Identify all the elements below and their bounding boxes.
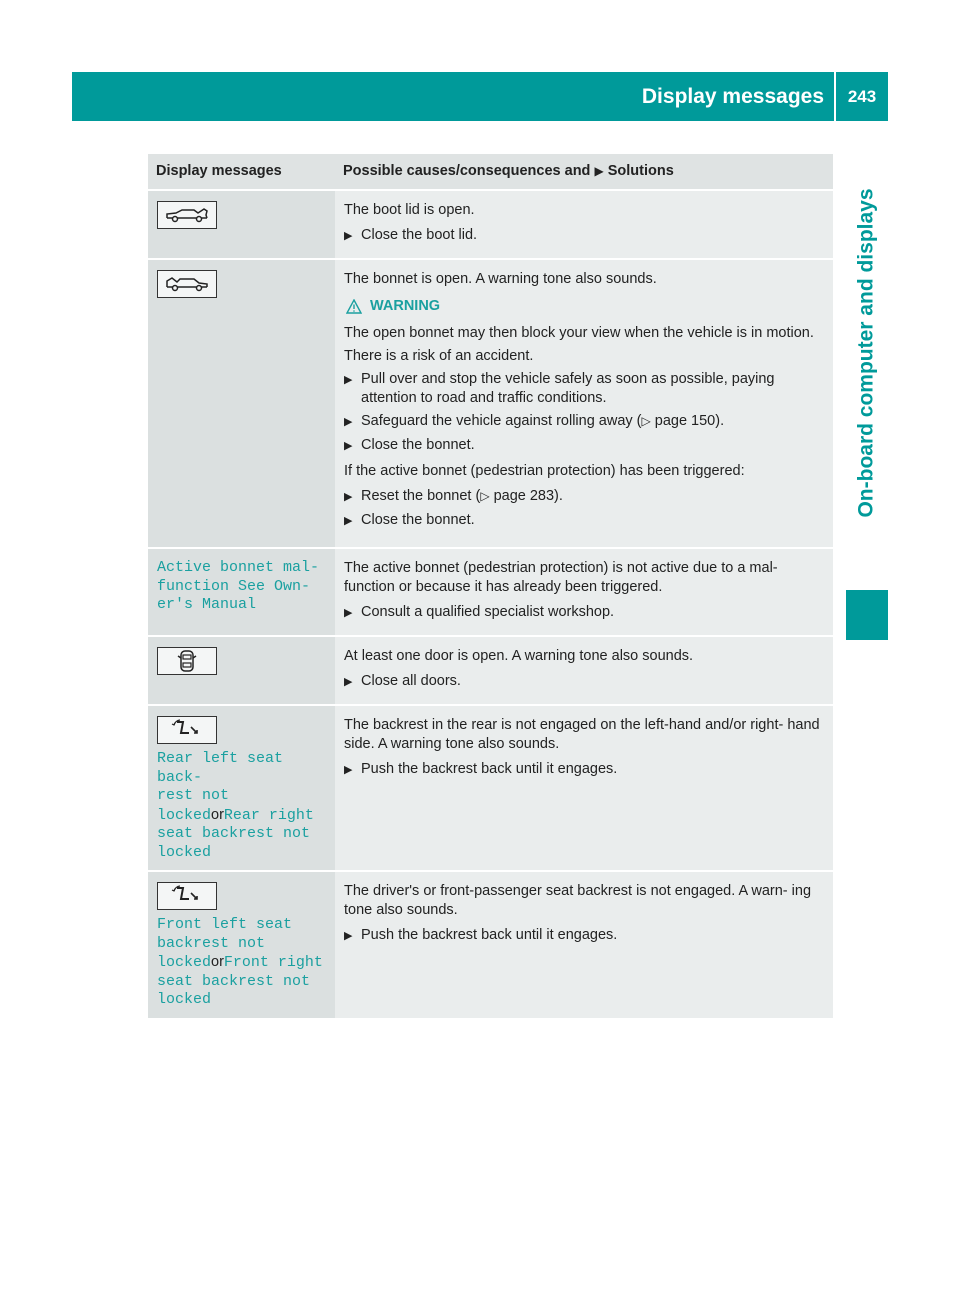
display-message-cell	[148, 190, 335, 259]
page-number: 243	[847, 86, 877, 106]
cause-text: The bonnet is open. A warning tone also sounds.	[344, 271, 657, 287]
step-text	[361, 487, 563, 507]
or-text: or	[211, 806, 224, 823]
header-title: Display messages	[641, 84, 824, 108]
page-reference-link[interactable]: page 283).	[493, 488, 563, 504]
solution-cell	[335, 636, 833, 705]
display-messages-table	[148, 154, 833, 1020]
display-message-cell	[148, 259, 335, 548]
code-line	[157, 806, 327, 826]
page-ref-arrow-icon: ▷	[480, 489, 490, 503]
table-row	[148, 636, 833, 705]
col-header-solutions-text: Solutions	[607, 163, 674, 179]
col-header-display-messages: Display messages	[148, 154, 335, 190]
code-line: locked	[157, 843, 212, 861]
page-ref-arrow-icon: ▷	[641, 414, 651, 428]
solution-step	[344, 226, 825, 246]
step-arrow-icon: ▶	[344, 515, 353, 527]
solution-step	[344, 436, 825, 456]
cause-text: The backrest in the rear is not engaged on the left-hand and/or right- hand side. A warning tone also sounds.	[344, 717, 820, 752]
solution-step	[344, 672, 825, 692]
step-arrow-icon: ▶	[344, 230, 353, 242]
solution-step	[344, 511, 825, 531]
boot-open-icon	[157, 201, 217, 229]
col-header-causes-text: Possible causes/consequences and	[343, 163, 591, 179]
code-line: seat backrest not	[157, 825, 311, 842]
solution-step	[344, 412, 825, 432]
code-line: seat backrest not	[157, 972, 311, 990]
step-text-part: Reset the bonnet (	[361, 488, 481, 504]
cause-text: The driver's or front-passenger seat backrest is not engaged. A warn- ing tone also sounds.	[344, 883, 812, 918]
code-part: Rear right	[223, 806, 314, 824]
door-open-icon	[157, 647, 217, 675]
code-line: Front left seat	[157, 916, 293, 933]
step-text: Close the boot lid.	[361, 227, 478, 243]
solution-step	[344, 603, 825, 623]
display-message-cell	[148, 871, 335, 1019]
step-text-part: Safeguard the vehicle against rolling away (	[361, 413, 642, 429]
code-line: er's Manual	[157, 596, 257, 613]
step-arrow-icon: ▶	[344, 440, 353, 452]
table-header-row	[148, 154, 833, 190]
side-tab-label: On-board computer and displays	[855, 188, 878, 518]
display-message-code	[157, 916, 327, 1010]
step-text: Pull over and stop the vehicle safely as soon as possible, paying attention to road and traffic conditions.	[361, 371, 775, 406]
solution-step	[344, 926, 825, 946]
solution-cell	[335, 871, 833, 1019]
code-part: Front right	[223, 954, 323, 971]
step-arrow-icon: ▶	[344, 374, 353, 386]
solution-step	[344, 487, 825, 507]
step-text: Close the bonnet.	[361, 437, 475, 453]
cause-text: The active bonnet (pedestrian protection) is not active due to a mal- function or because it has already been triggered.	[344, 560, 778, 595]
code-line: Active bonnet mal‐	[157, 559, 320, 576]
code-line	[157, 953, 327, 973]
warning-label	[344, 297, 825, 316]
code-line: locked	[157, 991, 212, 1008]
step-text	[361, 412, 724, 432]
cause-text: The boot lid is open.	[344, 202, 475, 218]
step-text: Close the bonnet.	[361, 512, 475, 528]
warning-triangle-icon	[346, 299, 362, 314]
warning-text: WARNING	[370, 298, 441, 314]
step-text: Push the backrest back until it engages.	[361, 927, 618, 943]
display-message-cell	[148, 636, 335, 705]
code-line: function See Own‐	[157, 577, 311, 595]
solution-cell	[335, 190, 833, 259]
step-arrow-icon: ▶	[344, 764, 353, 776]
display-message-code	[157, 559, 327, 615]
code-part: locked	[157, 806, 212, 824]
solution-step	[344, 760, 825, 780]
solution-step	[344, 370, 825, 408]
solution-cell	[335, 548, 833, 636]
play-arrow-icon: ▶	[594, 164, 604, 178]
code-line: Rear left seat back‐	[157, 750, 284, 786]
code-part: locked	[157, 954, 212, 971]
page-reference-link[interactable]: page 150).	[654, 413, 725, 429]
step-arrow-icon: ▶	[344, 491, 353, 503]
table-row	[148, 259, 833, 548]
display-message-code	[157, 750, 327, 862]
col-header-causes	[335, 154, 833, 190]
table-row	[148, 871, 833, 1019]
page-header	[72, 72, 888, 121]
step-text: Consult a qualified specialist workshop.	[361, 604, 615, 620]
side-chapter-tab	[846, 128, 888, 578]
table-row	[148, 548, 833, 636]
step-arrow-icon: ▶	[344, 930, 353, 942]
side-tab-marker	[846, 590, 888, 640]
cause-text: At least one door is open. A warning tone also sounds.	[344, 648, 694, 664]
seat-backrest-icon	[157, 716, 217, 744]
warning-risk: There is a risk of an accident.	[344, 348, 534, 364]
step-arrow-icon: ▶	[344, 416, 353, 428]
table-row	[148, 190, 833, 259]
display-message-cell	[148, 548, 335, 636]
table-row	[148, 705, 833, 871]
step-text: Close all doors.	[361, 673, 461, 689]
seat-backrest-icon	[157, 882, 217, 910]
condition-text: If the active bonnet (pedestrian protection) has been triggered:	[344, 463, 745, 479]
warning-body: The open bonnet may then block your view when the vehicle is in motion.	[344, 325, 814, 341]
solution-cell	[335, 259, 833, 548]
or-text: or	[211, 954, 224, 970]
code-line: backrest not	[157, 934, 266, 952]
display-message-cell	[148, 705, 335, 871]
code-line: rest not	[157, 787, 230, 804]
bonnet-open-icon	[157, 270, 217, 298]
solution-cell	[335, 705, 833, 871]
step-arrow-icon: ▶	[344, 607, 353, 619]
step-arrow-icon: ▶	[344, 676, 353, 688]
step-text: Push the backrest back until it engages.	[361, 761, 618, 777]
